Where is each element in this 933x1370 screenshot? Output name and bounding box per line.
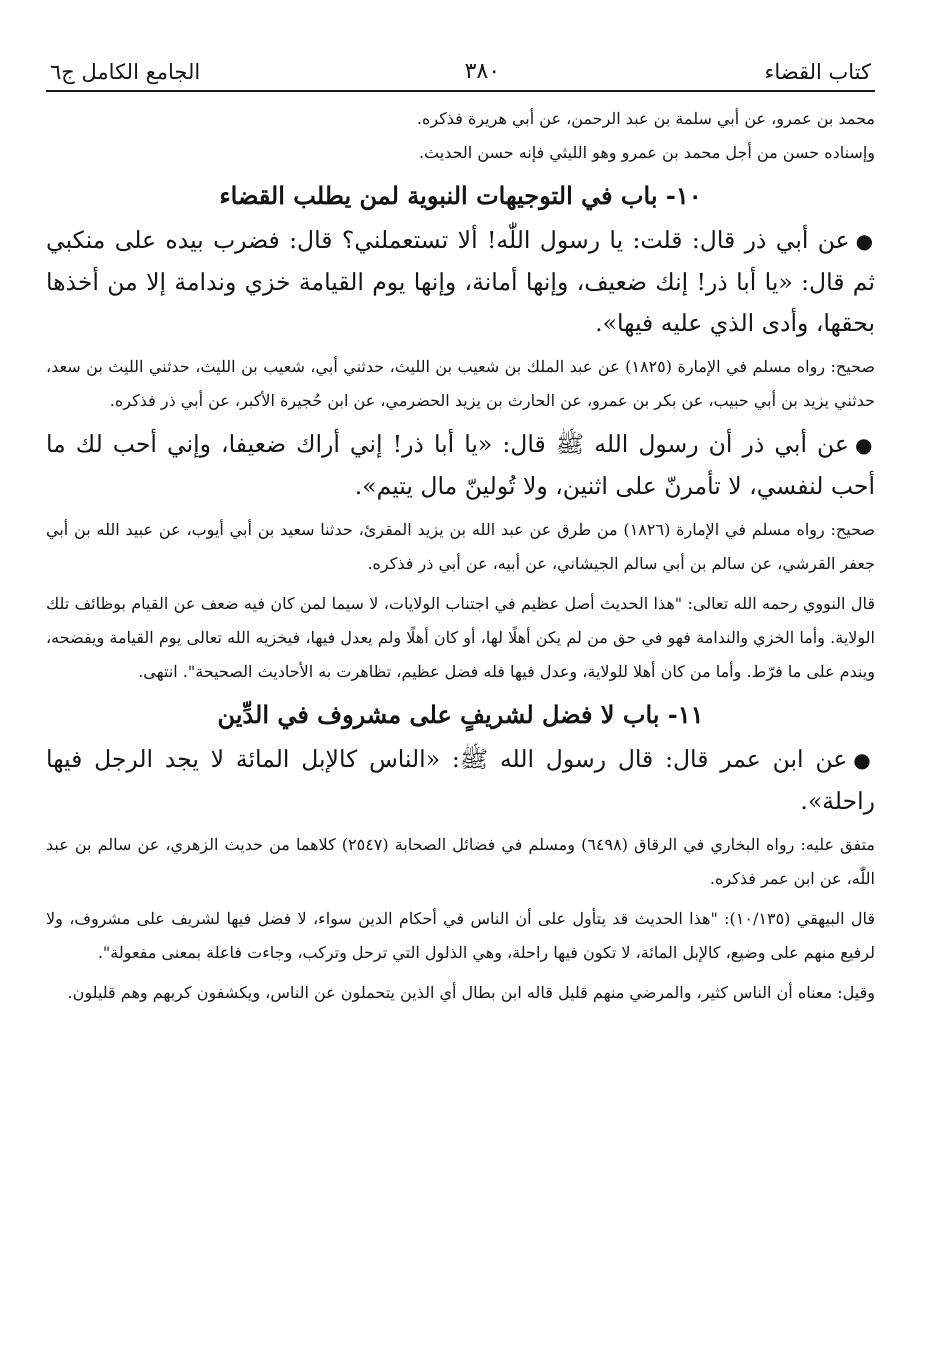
chapter-heading: ١١- باب لا فضل لشريفٍ على مشروف في الدِّين [217, 700, 704, 729]
text-paragraph: محمد بن عمرو، عن أبي سلمة بن عبد الرحمن، عن أبي هريرة فذكره. [416, 109, 875, 128]
bullet-icon: ● [853, 748, 875, 772]
commentary-paragraph: وقيل: معناه أن الناس كثير، والمرضي منهم قليل قاله ابن بطال أي الذين يتحملون عن الناس، ويكشفون كربهم وهم قليلون. [67, 983, 875, 1002]
hadith-body: عن ابن عمر قال: قال رسول الله ﷺ: «الناس كالإبل المائة لا يجد الرجل فيها راحلة». [46, 745, 875, 815]
bullet-icon: ● [855, 229, 876, 253]
hadith-text [46, 739, 875, 822]
hadith-text [46, 424, 875, 507]
header-volume-title: الجامع الكامل ج٦ [50, 60, 201, 84]
hadith-body: عن أبي ذر أن رسول الله ﷺ قال: «يا أبا ذر! إني أراك ضعيفا، وإني أحب لك ما أحب لنفسي، لا تأمرنّ على اثنين، ولا تُولينّ مال يتيم». [46, 430, 875, 500]
page [46, 44, 875, 1010]
commentary-paragraph: صحيح: رواه مسلم في الإمارة (١٨٢٥) عن عبد الملك بن شعيب بن الليث، حدثني أبي، شعيب بن الليث، حدثني الليث بن سعد، حدثني يزيد بن أبي حبيب، عن بكر بن عمرو، عن الحارث بن يزيد الحضرمي، عن ابن حُجيرة الأكبر، عن أبي ذر فذكره. [46, 357, 876, 410]
bullet-icon: ● [854, 433, 875, 457]
page-number: ٣٨٠ [464, 59, 501, 84]
chapter-heading: ١٠- باب في التوجيهات النبوية لمن يطلب القضاء [219, 181, 702, 210]
running-header [46, 44, 875, 92]
header-book-title: كتاب القضاء [764, 60, 871, 84]
commentary-paragraph: متفق عليه: رواه البخاري في الرقاق (٦٤٩٨) ومسلم في فضائل الصحابة (٢٥٤٧) كلاهما من حديث الزهري، عن سالم بن عبد اللّٰه، عن ابن عمر فذكره. [46, 835, 875, 888]
commentary-paragraph: قال النووي رحمه الله تعالى: "هذا الحديث أصل عظيم في اجتناب الولايات، لا سيما لمن كان فيه ضعف عن القيام بوظائف تلك الولاية. وأما الخزي والندامة فهو في حق من لم يكن أهلًا لها، أو كان أهلًا ولم يعدل فيها، فيخزيه الله تعالى يوم القيامة ويفضحه، ويندم على ما فرّط. وأما من كان أهلا للولاية، وعدل فيها فله فضل عظيم، تظاهرت به الأحاديث الصحيحة". انتهى. [46, 594, 876, 681]
commentary-paragraph: صحيح: رواه مسلم في الإمارة (١٨٢٦) من طرق عن عبد الله بن يزيد المقرئ، حدثنا سعيد بن أبي أيوب، عن عبيد الله بن أبي جعفر القرشي، عن سالم بن أبي سالم الجيشاني، عن أبيه، عن أبي ذر فذكره. [46, 520, 876, 573]
hadith-text [46, 220, 875, 344]
hadith-body: عن أبي ذر قال: قلت: يا رسول اللّٰه! ألا تستعملني؟ قال: فضرب بيده على منكبي ثم قال: «يا أبا ذر! إنك ضعيف، وإنها أمانة، وإنها يوم القيامة خزي وندامة إلا من أخذها بحقها، وأدى الذي عليه فيها». [46, 226, 875, 337]
text-paragraph: وإسناده حسن من أجل محمد بن عمرو وهو الليثي فإنه حسن الحديث. [418, 143, 875, 162]
commentary-paragraph: قال البيهقي (١٠/١٣٥): "هذا الحديث قد يتأول على أن الناس في أحكام الدين سواء، لا فضل فيها لشريف على مشروف، ولا لرفيع منهم على وضيع، كالإبل المائة، لا تكون فيها راحلة، وهي الذلول التي ترحل وتركب، وجاءت فاعلة بمعنى مفعولة". [46, 909, 876, 962]
